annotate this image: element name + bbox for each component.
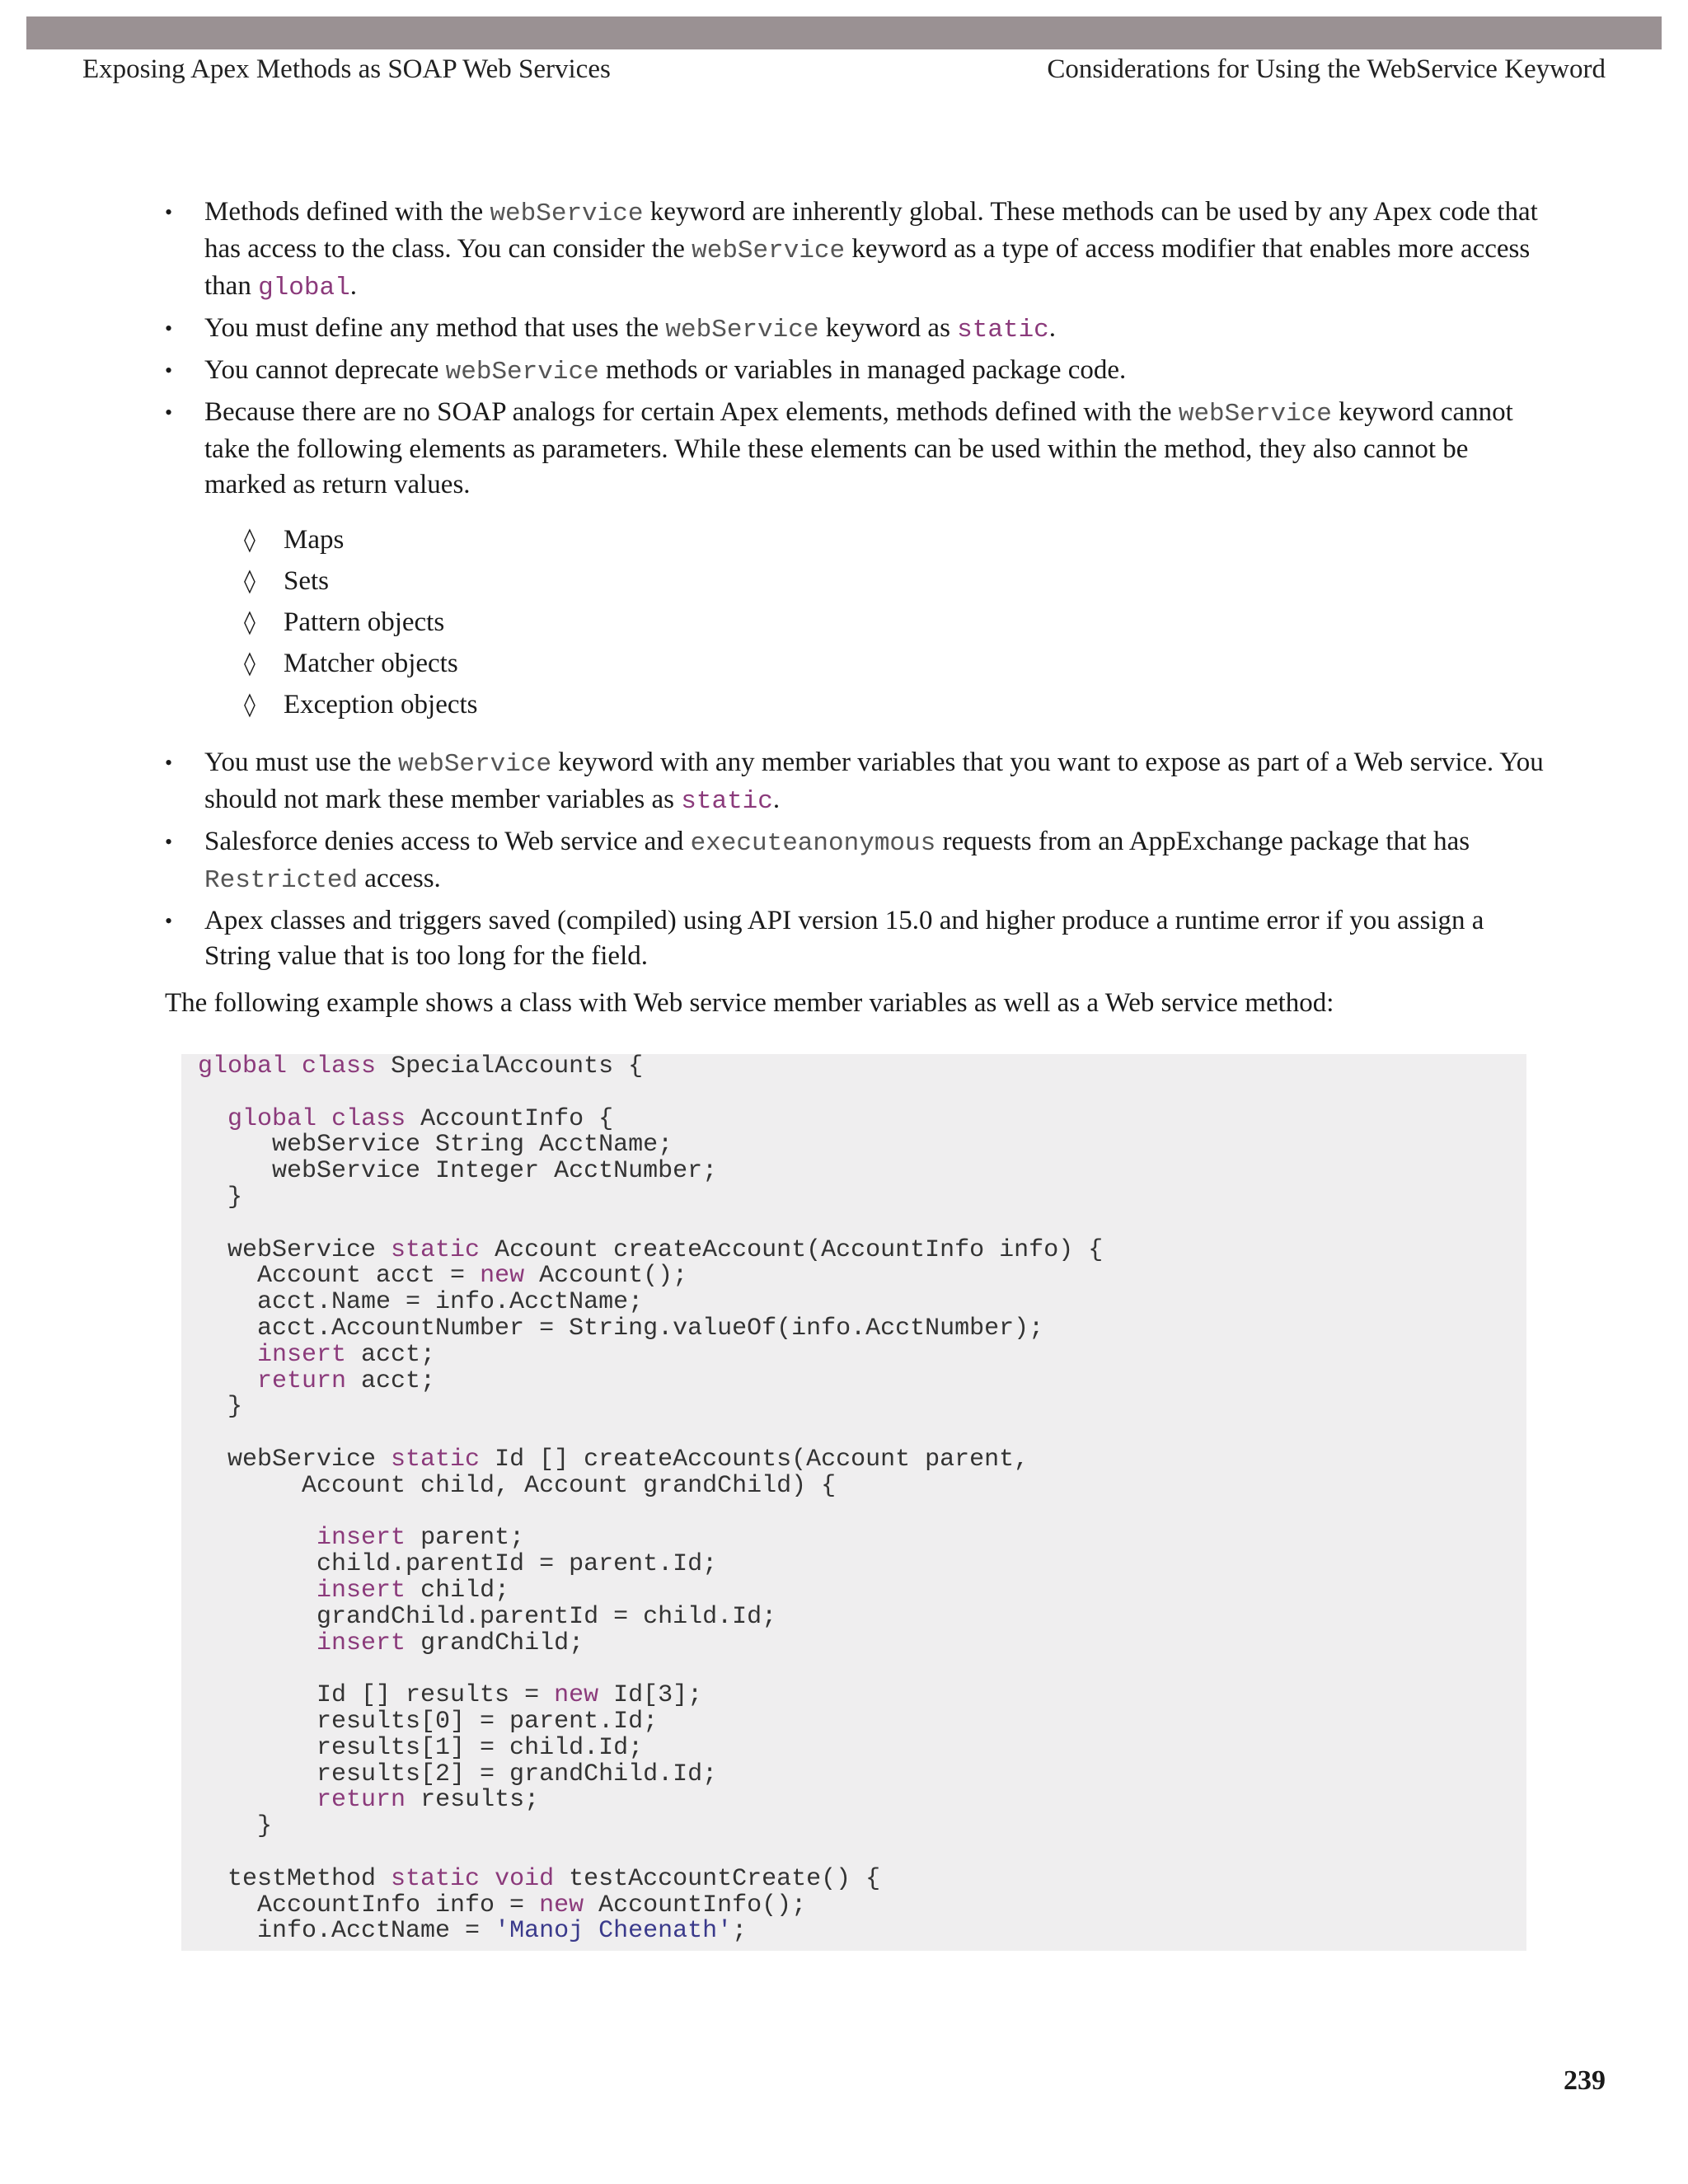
- bullet-icon: •: [165, 909, 173, 933]
- code-listing: [198, 1054, 1510, 1945]
- inline-code: webService: [445, 358, 599, 387]
- running-header-right: Considerations for Using the WebService Keyword: [1047, 54, 1606, 84]
- code-line: info.AcctName = 'Manoj Cheenath';: [198, 1917, 748, 1946]
- inline-code: Restricted: [204, 866, 359, 895]
- code-block: [181, 1054, 1526, 1951]
- bullet-icon: •: [165, 200, 173, 224]
- inline-code: executeanonymous: [690, 829, 936, 858]
- example-intro: The following example shows a class with Web service member variables as well as a Web service method:: [165, 988, 1334, 1018]
- inline-code: webService: [1178, 400, 1332, 429]
- code-line: Account acct = new Account();: [198, 1262, 688, 1291]
- bullet-item: • You must use the webService keyword with any member variables that you want to expose as part of a Web service. You should not mark these member variables as static.: [165, 745, 1550, 819]
- code-line: child.parentId = parent.Id;: [198, 1550, 718, 1579]
- main-content: [165, 194, 1550, 1951]
- diamond-icon: ◊: [244, 526, 256, 553]
- code-line: }: [198, 1183, 243, 1212]
- code-line: webService static Id [] createAccounts(Account parent,: [198, 1445, 1029, 1474]
- bullet-icon: •: [165, 830, 173, 854]
- code-line: return results;: [316, 1786, 540, 1815]
- diamond-icon: ◊: [244, 608, 256, 635]
- code-line: AccountInfo info = new AccountInfo();: [198, 1891, 807, 1919]
- diamond-icon: ◊: [244, 567, 256, 594]
- code-line: insert grandChild;: [316, 1629, 584, 1657]
- code-line: global class SpecialAccounts {: [198, 1054, 644, 1080]
- inline-code: static: [681, 787, 773, 816]
- inline-code: global: [258, 274, 350, 302]
- diamond-icon: ◊: [244, 649, 256, 677]
- diamond-icon: ◊: [244, 691, 256, 718]
- code-line: results[1] = child.Id;: [198, 1733, 644, 1762]
- bullet-icon: •: [165, 751, 173, 775]
- sub-list-item: ◊ Matcher objects: [204, 643, 1550, 684]
- code-line: webService Integer AcctNumber;: [198, 1157, 718, 1186]
- inline-code: webService: [692, 237, 846, 265]
- code-line: results[2] = grandChild.Id;: [198, 1760, 718, 1788]
- sub-list-item: ◊ Exception objects: [204, 684, 1550, 725]
- bullet-icon: •: [165, 359, 173, 382]
- unsupported-elements-list: [204, 519, 1550, 725]
- page-number: 239: [1564, 2065, 1606, 2096]
- bullet-item: • Salesforce denies access to Web service and executeanonymous requests from an AppExchange package that has Restricted access.: [165, 824, 1550, 898]
- bullet-icon: •: [165, 401, 173, 424]
- considerations-list: [165, 194, 1550, 974]
- code-line: testMethod static void testAccountCreate() {: [198, 1864, 881, 1893]
- code-line: insert child;: [316, 1576, 510, 1605]
- code-line: acct.AccountNumber = String.valueOf(info.AcctNumber);: [198, 1314, 1044, 1343]
- code-line: grandChild.parentId = child.Id;: [198, 1602, 777, 1631]
- code-line: global class AccountInfo {: [227, 1104, 614, 1133]
- code-line: webService static Account createAccount(AccountInfo info) {: [198, 1235, 1104, 1264]
- sub-list-item: ◊ Sets: [204, 560, 1550, 602]
- top-bar: [26, 16, 1662, 49]
- inline-code: static: [957, 316, 1049, 344]
- code-line: }: [198, 1393, 243, 1422]
- inline-code: webService: [490, 199, 644, 228]
- code-line: }: [198, 1812, 273, 1841]
- code-line: results[0] = parent.Id;: [198, 1707, 659, 1736]
- inline-code: webService: [665, 316, 819, 344]
- bullet-item: • Methods defined with the webService keyword are inherently global. These methods can be used by any Apex code that has access to the class. You can consider the webService keyword as a type of access modifier that enables more access than global.: [165, 194, 1550, 306]
- sub-list-item: ◊ Maps: [204, 519, 1550, 560]
- inline-code: webService: [398, 750, 552, 779]
- bullet-item: • You cannot deprecate webService methods or variables in managed package code.: [165, 353, 1550, 390]
- code-line: insert acct;: [257, 1340, 436, 1369]
- sub-list-item: ◊ Pattern objects: [204, 602, 1550, 643]
- bullet-item: • Because there are no SOAP analogs for certain Apex elements, methods defined with the webService keyword cannot take the following elements as parameters. While these elements can be used within the method, they also cannot be marked as return values. ◊ Maps ◊ Sets ◊ Pattern objects ◊ Matcher objects ◊ Exception objects: [165, 395, 1550, 725]
- bullet-item: • You must define any method that uses the webService keyword as static.: [165, 311, 1550, 348]
- code-line: Id [] results = new Id[3];: [198, 1681, 703, 1710]
- running-header-left: Exposing Apex Methods as SOAP Web Services: [82, 54, 611, 84]
- code-line: acct.Name = info.AcctName;: [198, 1288, 644, 1317]
- code-line: webService String AcctName;: [198, 1131, 673, 1160]
- code-line: insert parent;: [316, 1524, 525, 1553]
- bullet-item: • Apex classes and triggers saved (compiled) using API version 15.0 and higher produce a runtime error if you assign a String value that is too long for the field.: [165, 903, 1550, 974]
- code-line: Account child, Account grandChild) {: [198, 1471, 837, 1500]
- bullet-icon: •: [165, 316, 173, 340]
- code-line: return acct;: [257, 1366, 436, 1395]
